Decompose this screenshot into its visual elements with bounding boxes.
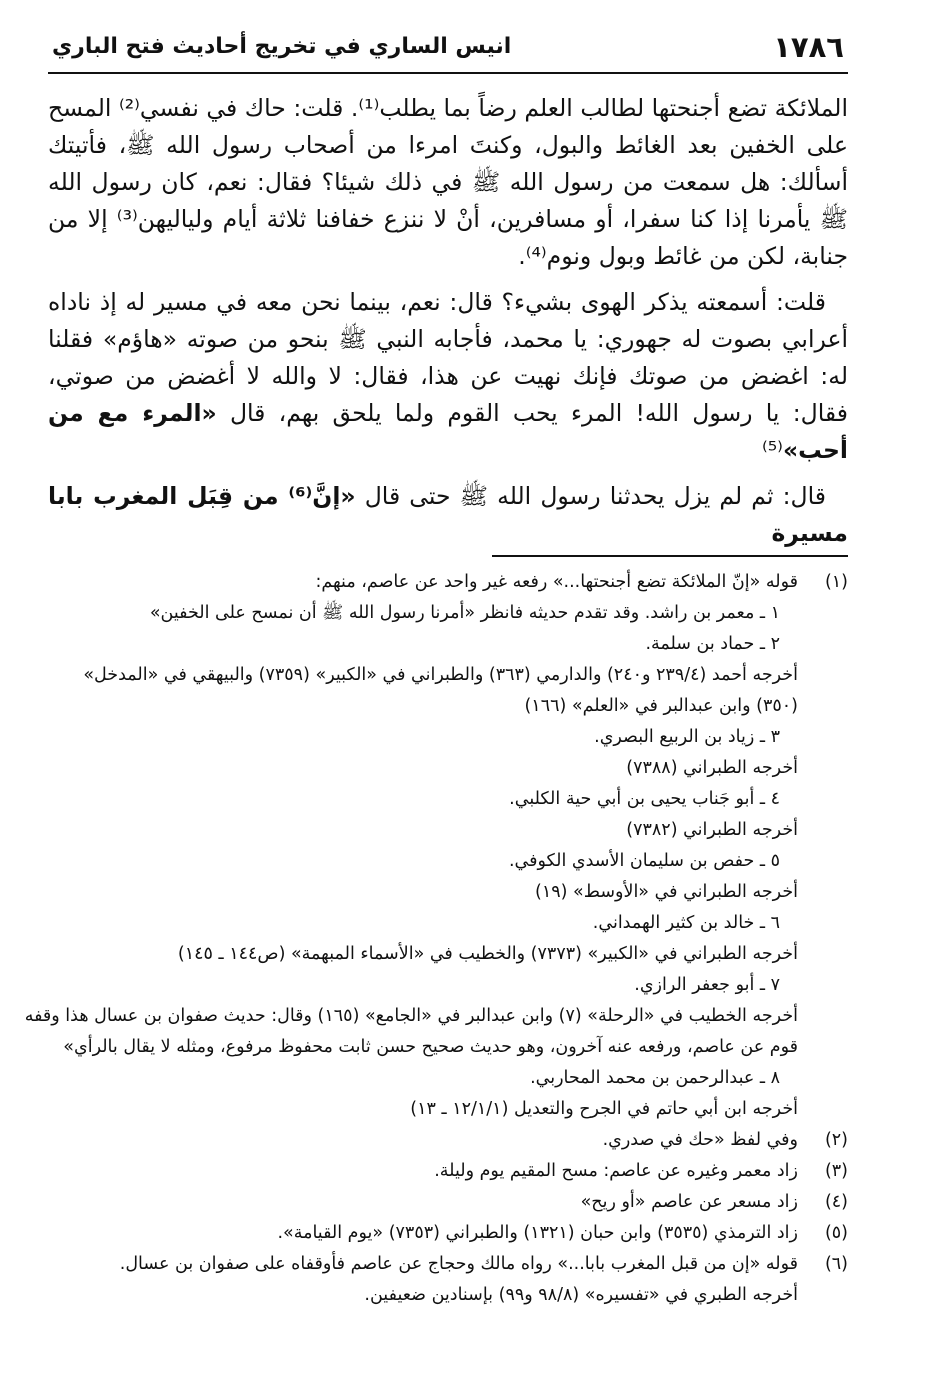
footnote-line: قوم عن عاصم، ورفعه عنه آخرون، وهو حديث صحيح حسن ثابت محفوظ مرفوع، ومثله لا يقال بالرأي» — [63, 1037, 798, 1057]
footnote-line: ٥ ـ حفص بن سليمان الأسدي الكوفي. — [508, 851, 780, 871]
footnote-line: أخرجه الطبراني في «الكبير» (٧٣٧٣) والخطيب في «الأسماء المبهمة» (ص١٤٤ ـ ١٤٥) — [177, 944, 798, 964]
footnote-line: زاد معمر وغيره عن عاصم: مسح المقيم يوم وليلة. — [434, 1161, 798, 1181]
footnote-line: ٤ ـ أبو جَناب يحيى بن أبي حية الكلبي. — [509, 789, 780, 809]
footnote-body — [25, 567, 798, 1125]
footnote-line: ٧ ـ أبو جعفر الرازي. — [634, 975, 780, 995]
paragraph — [48, 284, 848, 469]
footnote-line: ١ ـ معمر بن راشد. وقد تقدم حديثه فانظر «أمرنا رسول الله ﷺ أن نمسح على الخفين» — [149, 603, 780, 623]
footnote-divider — [492, 555, 848, 557]
footnote-body — [48, 1156, 798, 1187]
footnote-line: أخرجه الطبراني (٧٣٨٢) — [626, 820, 798, 840]
footnote-ref: ⁽⁵⁾ — [761, 436, 783, 464]
footnote-number: (١) — [824, 572, 848, 592]
footnote-line: ٣ ـ زياد بن الربيع البصري. — [594, 727, 780, 747]
book-page — [24, 28, 849, 1368]
footnote-body — [48, 1249, 798, 1280]
footnote-line: قوله «إن من قبل المغرب بابا...» رواه مالك وحجاج عن عاصم فأوقفاه على صفوان بن عسال. — [119, 1254, 798, 1274]
footnote-line: أخرجه الطبراني (٧٣٨٨) — [626, 758, 798, 778]
footnote — [48, 1187, 848, 1218]
footnote-line: أخرجه ابن أبي حاتم في الجرح والتعديل (١٢/١/١ ـ ١٣) — [410, 1099, 798, 1119]
footnote — [48, 1156, 848, 1187]
paragraph-text: قلت: أسمعته يذكر الهوى بشيء؟ قال: نعم، بينما نحن معه في مسير له إذ ناداه أعرابي بصوت له جهوري: يا محمد، فأجابه النبي ﷺ بنحو من صوته «هاؤم» فقلنا له: اغضض من صوتك فإنك نهيت عن هذا، فقال: لا والله لا أغضض من صوتي، فقال: يا رسول الله! المرء يحب القوم ولما يلحق بهم، قال — [48, 288, 848, 427]
footnote-number: (٦) — [824, 1254, 848, 1274]
footnote-number: (٣) — [824, 1161, 848, 1181]
footnote-body — [48, 1125, 798, 1156]
footnote — [48, 1218, 848, 1249]
paragraph: الملائكة تضع أجنحتها لطالب العلم رضاً بما يطلب⁽¹⁾. قلت: حاك في نفسي⁽²⁾ المسح على الخفين بعد الغائط والبول، وكنتَ امرءا من أصحاب رسول الله ﷺ، فأتيتك أسألك: هل سمعت من رسول الله ﷺ في ذلك شيئا؟ فقال: نعم، كان رسول الله ﷺ يأمرنا إذا كنا سفرا، أو مسافرين، أنْ لا ننزع خفافنا ثلاثة أيام ولياليهن⁽³⁾ إلا من جنابة، لكن من غائط وبول ونوم⁽⁴⁾. — [48, 94, 849, 270]
footnote-line: زاد الترمذي (٣٥٣٥) وابن حبان (١٣٢١) والطبراني (٧٣٥٣) «يوم القيامة». — [277, 1223, 798, 1243]
footnote — [48, 1249, 848, 1280]
footnote-number — [798, 1280, 848, 1311]
footnote-line: زاد مسعر عن عاصم «أو ريح» — [580, 1192, 798, 1212]
footnote-line: ٦ ـ خالد بن كثير الهمداني. — [592, 913, 780, 933]
footnote-line: أخرجه الطبري في «تفسيره» (٩٨/٨ و٩٩) بإسنادين ضعيفين. — [364, 1285, 798, 1305]
footnote-line: ٨ ـ عبدالرحمن بن محمد المحاربي. — [530, 1068, 780, 1088]
bold-quote: «المرء مع من أحب» — [48, 399, 848, 464]
paragraph-text: قال: ثم لم يزل يحدثنا رسول الله ﷺ حتى قال — [355, 482, 826, 510]
bold-quote: «إنَّ⁽⁶⁾ من قِبَل المغرب بابا مسيرة — [48, 482, 848, 547]
paragraph — [48, 478, 848, 547]
footnote-number: (٢) — [824, 1130, 848, 1150]
footnote — [48, 1280, 848, 1311]
footnote-line: ٢ ـ حماد بن سلمة. — [645, 634, 780, 654]
main-text — [48, 90, 849, 547]
footnote-number: (٥) — [824, 1223, 848, 1243]
page-number: ١٧٨٦ — [773, 30, 844, 64]
footnote-line: (٣٥٠) وابن عبدالبر في «العلم» (١٦٦) — [524, 696, 798, 716]
footnote-line: أخرجه الخطيب في «الرحلة» (٧) وابن عبدالبر في «الجامع» (١٦٥) وقال: حديث صفوان بن عسال هذا وقفه — [24, 1006, 798, 1026]
footnote-number: (٤) — [824, 1192, 848, 1212]
footnote — [24, 567, 848, 1125]
footnote-body — [48, 1280, 798, 1311]
footnote-line: أخرجه أحمد (٢٣٩/٤ و٢٤٠) والدارمي (٣٦٣) والطبراني في «الكبير» (٧٣٥٩) والبيهقي في «المدخل» — [83, 665, 798, 685]
footnotes — [24, 567, 848, 1311]
footnote — [48, 1125, 848, 1156]
footnote-body — [48, 1187, 798, 1218]
running-header — [48, 28, 848, 74]
footnote-body — [48, 1218, 798, 1249]
footnote-line: أخرجه الطبراني في «الأوسط» (١٩) — [535, 882, 798, 902]
book-title: انيس الساري في تخريج أحاديث فتح الباري — [52, 34, 512, 59]
footnote-line: قوله «إنّ الملائكة تضع أجنحتها...» رفعه غير واحد عن عاصم، منهم: — [315, 572, 798, 592]
footnote-line: وفي لفظ «حك في صدري. — [602, 1130, 798, 1150]
